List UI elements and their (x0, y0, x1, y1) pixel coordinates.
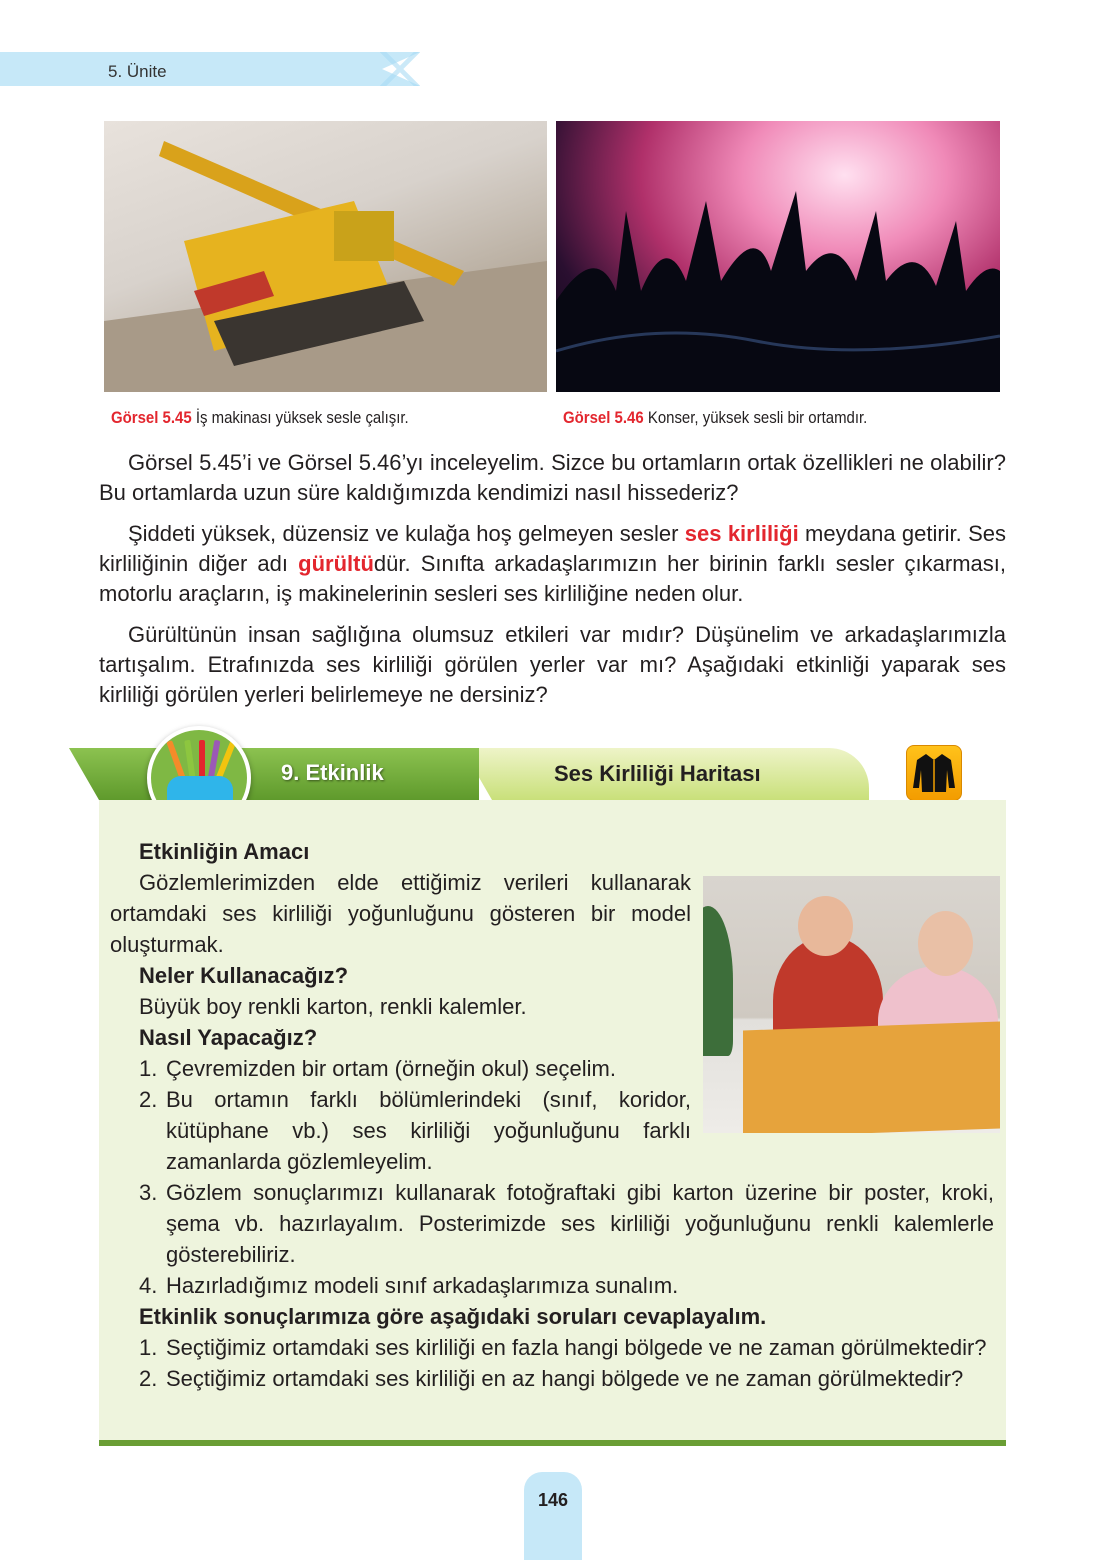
figure-caption-5-46: Görsel 5.46 Konser, yüksek sesli bir ortamdır. (563, 408, 868, 427)
aim-text-first-line: Gözlemlerimizden elde ettiğimiz verileri kullanarak (139, 870, 691, 895)
term-gurultu: gürültü (298, 551, 374, 576)
activity-title: Ses Kirliliği Haritası (554, 761, 761, 786)
step-item: 4. Hazırladığımız modeli sınıf arkadaşlarımıza sunalım. (139, 1273, 679, 1298)
step-item: 2. Bu ortamın farklı bölümlerindeki (sınıf, koridor, kütüphane vb.) ses kirliliği yoğunluğunu farklı zamanlarda gözlemleyelim. (139, 1087, 691, 1174)
activity-bottom-border (99, 1440, 1006, 1446)
concert-crowd-photo (556, 121, 1000, 392)
unit-header-band (0, 52, 420, 86)
intro-paragraph: Görsel 5.45’i ve Görsel 5.46’yı inceleyelim. Sizce bu ortamların ortak özellikleri ne olabilir? Bu ortamlarda uzun süre kaldığımızda kendimizi nasıl hissederiz? (99, 450, 1006, 505)
step-item: 1. Çevremizden bir ortam (örneğin okul) seçelim. (139, 1056, 616, 1081)
figure-caption-5-45: Görsel 5.45 İş makinası yüksek sesle çalışır. (111, 408, 409, 427)
term-ses-kirliligi: ses kirliliği (684, 521, 799, 546)
question-item: 2. Seçtiğimiz ortamdaki ses kirliliği en az hangi bölgede ve ne zaman görülmektedir? (139, 1366, 964, 1391)
question-item: 1. Seçtiğimiz ortamdaki ses kirliliği en fazla hangi bölgede ve ne zaman görülmektedir? (139, 1335, 987, 1360)
page-number: 146 (537, 1490, 569, 1510)
activity-content (110, 836, 994, 1394)
page-number-tab (524, 1472, 582, 1560)
materials-heading: Neler Kullanacağız? (139, 963, 349, 988)
students-making-poster-photo (703, 876, 1000, 1133)
activity-box (99, 748, 1006, 1446)
unit-label: 5. Ünite (108, 62, 167, 81)
aim-text: ortamdaki ses kirliliği yoğunluğunu gösteren bir model oluşturmak. (110, 901, 691, 957)
questions-heading: Etkinlik sonuçlarımıza göre aşağıdaki soruları cevaplayalım. (139, 1304, 767, 1329)
aim-heading: Etkinliğin Amacı (139, 839, 310, 864)
activity-number: 9. Etkinlik (281, 760, 384, 785)
discussion-paragraph: Gürültünün insan sağlığına olumsuz etkileri var mıdır? Düşünelim ve arkadaşlarımızla tartışalım. Etrafınızda ses kirliliği görülen yerler var mı? Aşağıdaki etkinliği yaparak ses kirliliği görülen yerleri belirlemeye ne dersiniz? (99, 622, 1006, 707)
definition-paragraph: Şiddeti yüksek, düzensiz ve kulağa hoş gelmeyen sesler ses kirliliği meydana getirir. Ses kirliliğinin diğer adı gürültüdür. Sınıfta arkadaşlarımızın her birinin farklı sesler çıkarması, motorlu araçların, iş makinelerinin sesleri ses kirliliğine neden olur. (99, 521, 1006, 606)
materials-text: Büyük boy renkli karton, renkli kalemler. (139, 994, 527, 1019)
lab-coat-icon (906, 745, 962, 801)
construction-machine-photo (104, 121, 547, 392)
step-item: 3. Gözlem sonuçlarımızı kullanarak fotoğraftaki gibi karton üzerine bir poster, kroki, şema vb. hazırlayalım. Posterimizde ses kirliliği yoğunluğunu renkli kalemlerle gösterebiliriz. (139, 1180, 994, 1267)
steps-heading: Nasıl Yapacağız? (139, 1025, 318, 1050)
